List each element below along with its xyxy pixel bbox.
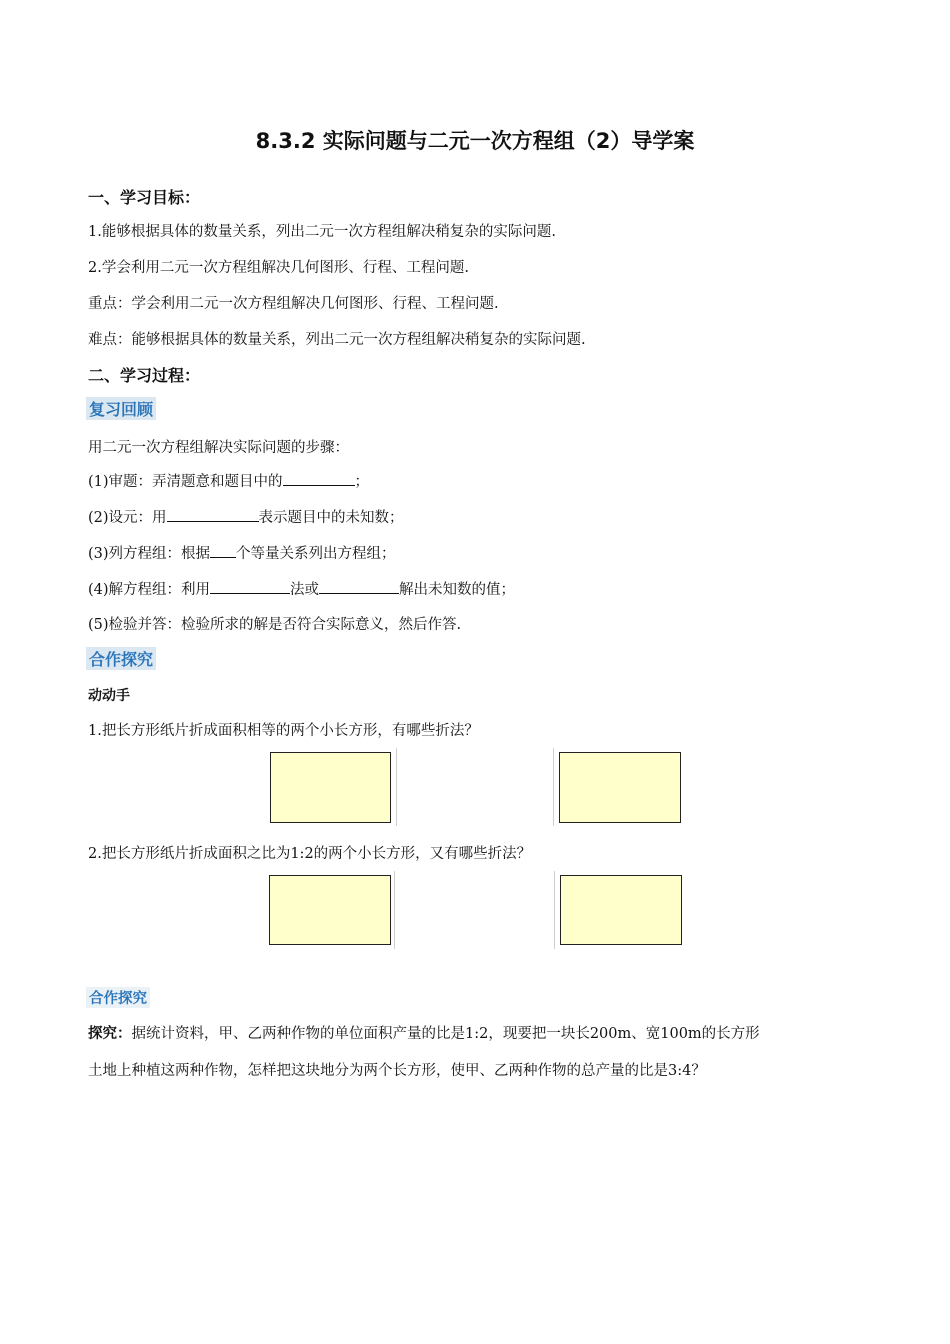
step-2-text: (2)设元：用 [88, 510, 167, 526]
step-3 [88, 542, 396, 563]
explore-text: 据统计资料，甲、乙两种作物的单位面积产量的比是1:2，现要把一块长200m、宽100m的长方形 [131, 1026, 760, 1042]
review-intro: 用二元一次方程组解决实际问题的步骤： [88, 440, 349, 456]
difficult-point: 难点：能够根据具体的数量关系，列出二元一次方程组解决稍复杂的实际问题. [88, 332, 586, 348]
step-4-text: (4)解方程组：利用 [88, 582, 211, 598]
step-5: (5)检验并答：检验所求的解是否符合实际意义，然后作答. [88, 617, 462, 633]
explore-label: 探究： [88, 1026, 132, 1042]
divider [396, 748, 397, 826]
step-2-end: 表示题目中的未知数； [258, 510, 404, 526]
blank [319, 579, 399, 594]
subheading-hands-on: 动动手 [88, 688, 130, 704]
blank [167, 507, 259, 522]
paper-rectangle [270, 752, 391, 823]
goal-item: 2.学会利用二元一次方程组解决几何图形、行程、工程问题. [88, 260, 469, 276]
step-1 [88, 470, 369, 491]
step-3-end: 个等量关系列出方程组； [236, 546, 396, 562]
explore-paragraph-line-1 [88, 1022, 760, 1043]
coop-tag: 合作探究 [86, 647, 156, 670]
divider [554, 871, 555, 949]
question-2: 2.把长方形纸片折成面积之比为1:2的两个小长方形，又有哪些折法？ [88, 846, 532, 862]
page-title: 8.3.2 实际问题与二元一次方程组（2）导学案 [255, 129, 695, 153]
paper-rectangle [269, 875, 391, 945]
step-4-end: 解出未知数的值； [399, 582, 516, 598]
question-1: 1.把长方形纸片折成面积相等的两个小长方形，有哪些折法？ [88, 723, 479, 739]
step-4-mid: 法或 [290, 582, 320, 598]
review-tag: 复习回顾 [86, 397, 156, 420]
paper-rectangle [559, 752, 681, 823]
step-4 [88, 578, 515, 599]
step-1-text: (1)审题：弄清题意和题目中的 [88, 474, 283, 490]
explore-paragraph-line-2: 土地上种植这两种作物，怎样把这块地分为两个长方形，使甲、乙两种作物的总产量的比是3:4？ [88, 1063, 706, 1079]
key-point: 重点：学会利用二元一次方程组解决几何图形、行程、工程问题. [88, 296, 499, 312]
blank [210, 579, 290, 594]
section-heading-process: 二、学习过程： [88, 366, 201, 385]
goal-item: 1.能够根据具体的数量关系，列出二元一次方程组解决稍复杂的实际问题. [88, 224, 556, 240]
divider [394, 871, 395, 949]
blank [283, 471, 355, 486]
divider [553, 748, 554, 826]
step-2 [88, 506, 404, 527]
coop-tag-2: 合作探究 [86, 987, 150, 1008]
step-1-end: ； [354, 474, 370, 490]
step-3-text: (3)列方程组：根据 [88, 546, 211, 562]
blank [210, 543, 236, 558]
section-heading-goals: 一、学习目标： [88, 188, 201, 207]
paper-rectangle [560, 875, 682, 945]
